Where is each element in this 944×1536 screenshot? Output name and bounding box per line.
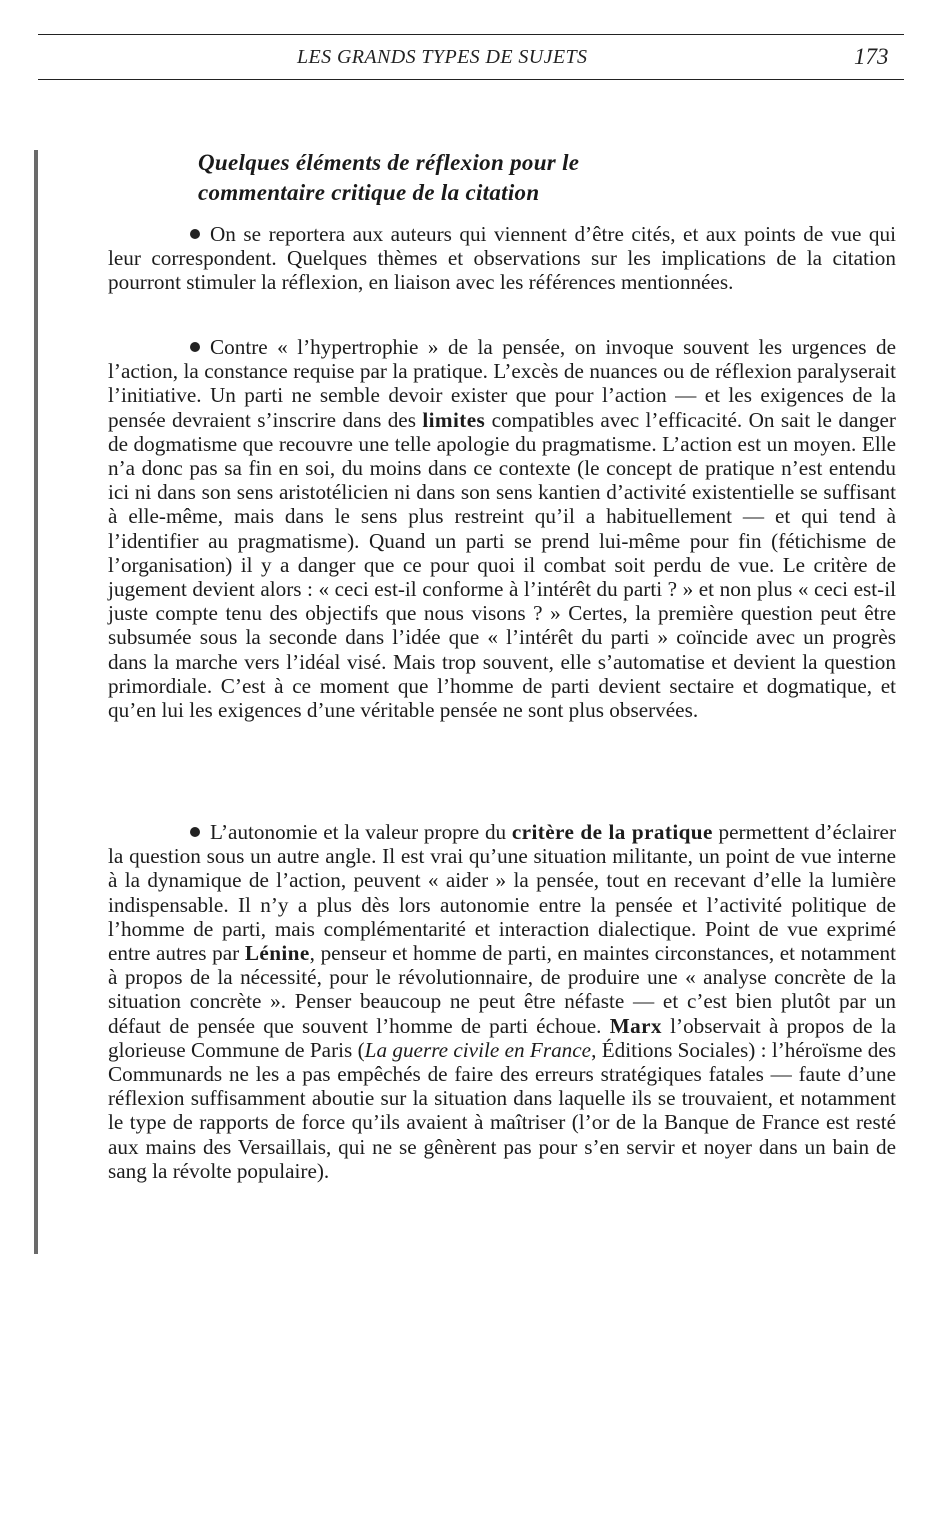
paragraph-2-text-b: compatibles avec l’efficacité. On sait le danger de dogmatisme que recouvre une telle apologie du pragmatisme. L’action est un moyen. Elle n’a donc pas sa fin en soi, du moins dans ce contexte (le concept de pratique n’est entendu ici ni dans son sens aristotélicien ni dans son sens kantien d’activité existentielle se suffisant à elle-même, mais dans le sens plus restreint qu’il a habituellement — et qui tend à l’identifier au pragmatisme). Quand un parti se prend lui-même pour fin (fétichisme de l’organisation) il y a danger que ce pour quoi il combat soit perdu de vue. Le critère de jugement devient alors : « ceci est-il conforme à l’intérêt du parti ? » et non plus « ceci est-il juste compte tenu des objectifs que nous visons ? » Certes, la première question peut être subsumée sous la seconde dans l’idée que « l’intérêt du parti » coïncide avec un progrès dans la marche vers l’idéal visé. Mais trop souvent, elle s’automatise et devient la question primordiale. C’est à ce moment que l’homme de parti devient sectaire et dogmatique, et qu’en lui les exigences d’une véritable pensée ne sont plus observées. <box>108 407 896 723</box>
page-number: 173 <box>854 44 889 69</box>
section-title-line1: Quelques éléments de réflexion pour le <box>198 150 580 175</box>
keyword-limites: limites <box>422 407 486 432</box>
paragraph-3-text-e: , Éditions Sociales) : l’héroïsme des Communards ne les a pas empêchés de faire des erreurs stratégiques fatales — faute d’une réflexion suffisamment aboutie sur la situation dans laquelle ils se trouvaient, et notamment le type de rapports de force qu’ils avaient à maîtriser (l’or de la Banque de France est resté aux mains des Versaillais, qui ne se gênèrent pas pour s’en servir et noyer dans un bain de sang la révolte populaire). <box>108 1037 897 1183</box>
section-title <box>198 148 718 208</box>
section-title-line2: commentaire critique de la citation <box>198 180 540 205</box>
paragraph-3-text-b: permettent d’éclairer la question sous un autre angle. Il est vrai qu’une situation militante, un point de vue interne à la dynamique de l’action, peuvent « aider » la pensée, tout en recevant d’elle la lumière indispensable. Il n’y a plus dès lors autonomie entre la pensée et l’activité politique de l’homme de parti, mais complémentarité et interaction dialectique. Point de vue exprimé entre autres par <box>108 820 897 966</box>
paragraph-1-text: On se reportera aux auteurs qui viennent d’être cités, et aux points de vue qui leur correspondent. Quelques thèmes et observations sur les implications de la citation pourront stimuler la réflexion, en liaison avec les références mentionnées. <box>108 222 896 295</box>
paragraph-3-text-d: l’observait à propos de la glorieuse Commune de Paris ( <box>108 1013 897 1062</box>
margin-bar <box>34 150 38 1254</box>
header-bottom-rule <box>38 79 904 80</box>
bullet-icon <box>190 342 200 352</box>
paragraph-1 <box>108 222 896 295</box>
bullet-icon <box>190 827 200 837</box>
bullet-icon <box>190 229 200 239</box>
paragraph-3 <box>108 820 896 1183</box>
keyword-lenine: Lénine <box>244 941 310 966</box>
paragraph-3-text-a: L’autonomie et la valeur propre du <box>210 820 507 844</box>
paragraph-2-text-a: Contre « l’hypertrophie » de la pensée, on invoque souvent les urgences de l’action, la constance requise par la pratique. L’excès de nuances ou de réflexion paralyserait l’initiative. Un parti ne semble devoir exister que pour l’action — et les exigences de la pensée devraient s’inscrire dans des <box>108 335 896 432</box>
paragraph-2 <box>108 335 896 722</box>
running-head: LES GRANDS TYPES DE SUJETS <box>297 46 588 68</box>
header-top-rule <box>38 34 904 35</box>
keyword-critere-pratique: critère de la pratique <box>511 820 713 844</box>
book-title: La guerre civile en France <box>364 1037 592 1062</box>
paragraph-3-text-c: , penseur et homme de parti, en maintes circonstances, et notamment à propos de la nécessité, pour le révolutionnaire, de produire une « analyse concrète de la situation concrète ». Penser beaucoup ne peut être néfaste — et c’est bien plutôt par un défaut de pensée que souvent l’homme de parti échoue. <box>108 941 896 1038</box>
keyword-marx: Marx <box>609 1013 662 1038</box>
